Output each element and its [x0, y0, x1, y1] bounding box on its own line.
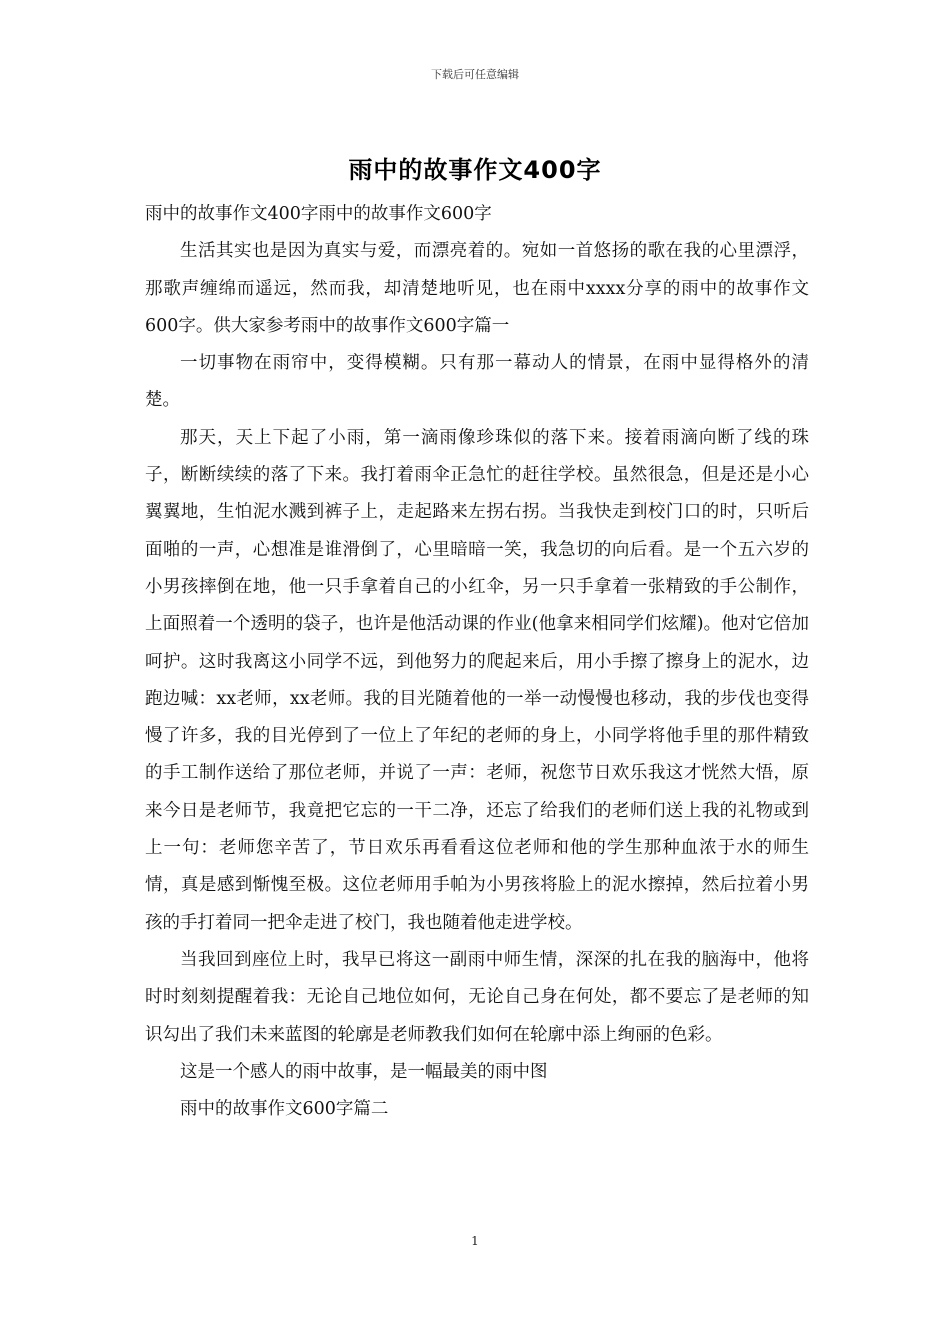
section-heading: 雨中的故事作文600字篇二 [180, 1099, 389, 1120]
page-number: 1 [471, 1234, 479, 1248]
document-body [145, 196, 809, 1128]
header-note: 下载后可任意编辑 [431, 68, 519, 81]
subtitle-line: 雨中的故事作文400字雨中的故事作文600字 [145, 204, 492, 224]
paragraph: 那天，天上下起了小雨，第一滴雨像珍珠似的落下来。接着雨滴向断了线的珠子，断断续续的落了下来。我打着雨伞正急忙的赶往学校。虽然很急，但是还是小心翼翼地，生怕泥水溅到裤子上，走起路来左拐右拐。当我快走到校门口的时，只听后面啪的一声，心想准是谁滑倒了，心里暗暗一笑，我急切的向后看。是一个五六岁的小男孩摔倒在地，他一只手拿着自己的小红伞，另一只手拿着一张精致的手公制作，上面照着一个透明的袋子，也许是他活动课的作业(他拿来相同学们炫耀)。他对它倍加呵护。这时我离这小同学不远，到他努力的爬起来后，用小手擦了擦身上的泥水，边跑边喊：xx老师，xx老师。我的目光随着他的一举一动慢慢也移动，我的步伐也变得慢了许多，我的目光停到了一位上了年纪的老师的身上，小同学将他手里的那件精致的手工制作送给了那位老师，并说了一声：老师，祝您节日欢乐我这才恍然大悟，原来今日是老师节，我竟把它忘的一干二净，还忘了给我们的老师们送上我的礼物或到上一句：老师您辛苦了，节日欢乐再看看这位老师和他的学生那种血浓于水的师生情，真是感到惭愧至极。这位老师用手帕为小男孩将脸上的泥水擦掉，然后拉着小男孩的手打着同一把伞走进了校门，我也随着他走进学校。 [145, 427, 809, 933]
paragraph: 这是一个感人的雨中故事，是一幅最美的雨中图 [180, 1061, 548, 1082]
paragraph: 生活其实也是因为真实与爱，而漂亮着的。宛如一首悠扬的歌在我的心里漂浮，那歌声缠绵而遥远，然而我，却清楚地听见，也在雨中xxxx分享的雨中的故事作文600字。供大家参考雨中的故事作文600字篇一 [145, 241, 809, 336]
document-title: 雨中的故事作文400字 [348, 156, 602, 184]
paragraph: 一切事物在雨帘中，变得模糊。只有那一幕动人的情景，在雨中显得格外的清楚。 [145, 353, 809, 411]
paragraph: 当我回到座位上时，我早已将这一副雨中师生情，深深的扎在我的脑海中，他将时时刻刻提醒着我：无论自己地位如何，无论自己身在何处，都不要忘了是老师的知识勾出了我们未来蓝图的轮廓是老师教我们如何在轮廓中添上绚丽的色彩。 [145, 949, 809, 1045]
